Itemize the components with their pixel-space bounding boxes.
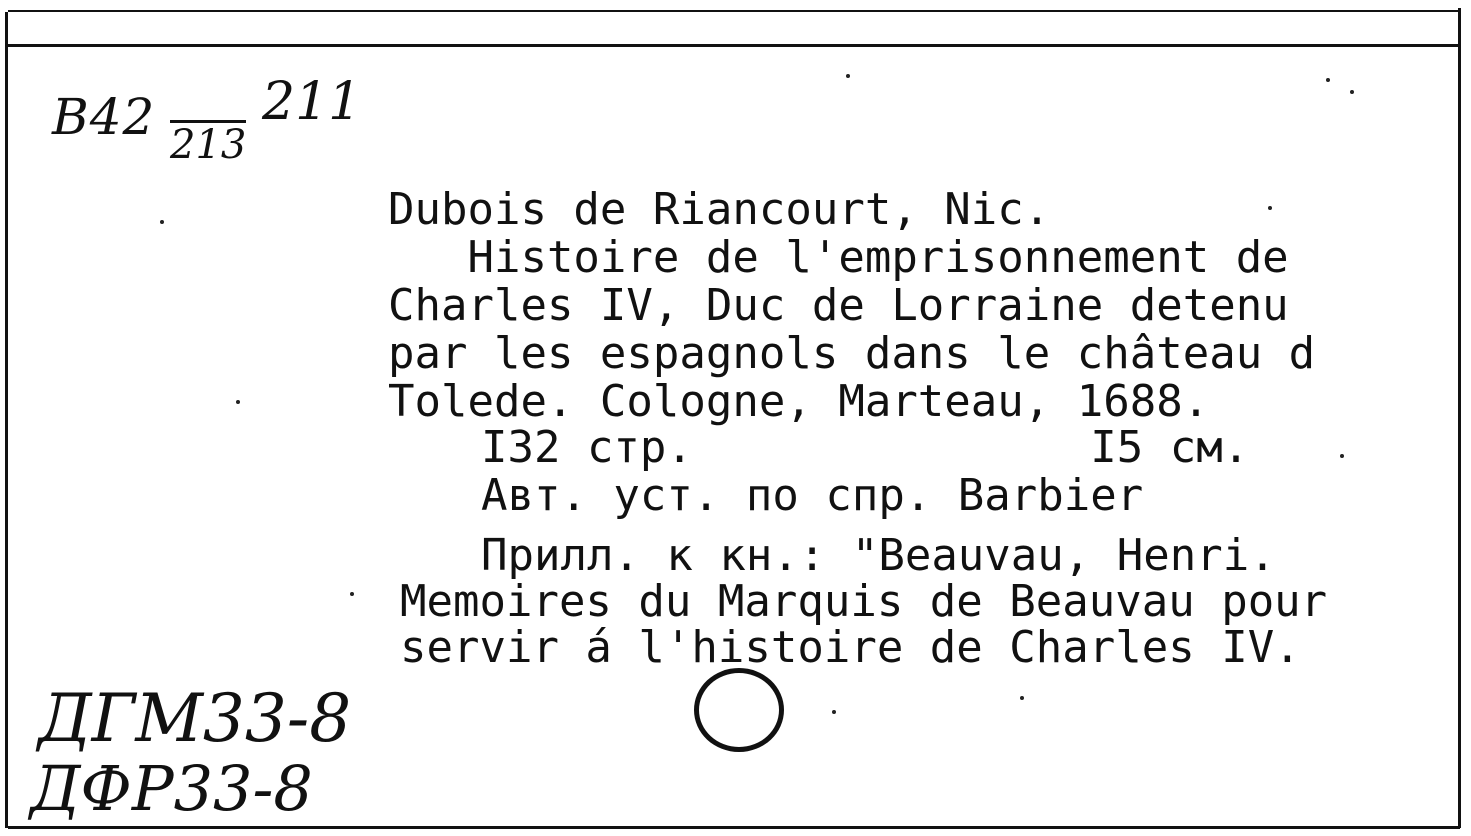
speck — [832, 710, 836, 714]
speck — [236, 400, 240, 404]
speck — [1350, 90, 1354, 94]
call-number-superscript: 211 — [262, 72, 362, 132]
appendix-title-line-1: Memoires du Marquis de Beauvau pour — [400, 576, 1328, 627]
speck — [1268, 206, 1272, 210]
title-line-2: Charles IV, Duc de Lorraine detenu — [388, 280, 1289, 331]
shelf-mark-1: ДГМ33-8 — [38, 680, 352, 757]
speck — [350, 592, 354, 596]
author-note-line: Авт. уст. по спр. Barbier — [428, 470, 1144, 521]
card-border-left — [5, 12, 8, 828]
speck — [846, 74, 850, 78]
appendix-title-line-2: servir á l'histoire de Charles IV. — [400, 622, 1301, 673]
card-border-top — [8, 44, 1460, 47]
punch-hole-circle — [694, 668, 784, 752]
card-edge-top-outer — [8, 10, 1460, 12]
card-border-right — [1458, 8, 1461, 828]
shelf-mark-2: ДФР33-8 — [30, 752, 313, 825]
title-line-3: par les espagnols dans le château d — [388, 328, 1316, 379]
imprint-line: Tolede. Cologne, Marteau, 1688. — [388, 376, 1210, 427]
appendix-note-line: Прилл. к кн.: "Beauvau, Henri. — [428, 530, 1276, 581]
call-number-main: B42 — [52, 88, 156, 146]
speck — [1020, 696, 1024, 700]
call-number-fraction: 213 — [170, 122, 247, 168]
author-line: Dubois de Riancourt, Nic. — [388, 184, 1051, 235]
card-border-bottom — [8, 826, 1460, 829]
speck — [160, 220, 164, 224]
title-line-1: Histoire de l'emprisonnement de — [388, 232, 1289, 283]
collation-line: I32 стр. I5 см. — [428, 422, 1250, 473]
speck — [1326, 78, 1330, 82]
speck — [1340, 454, 1344, 458]
